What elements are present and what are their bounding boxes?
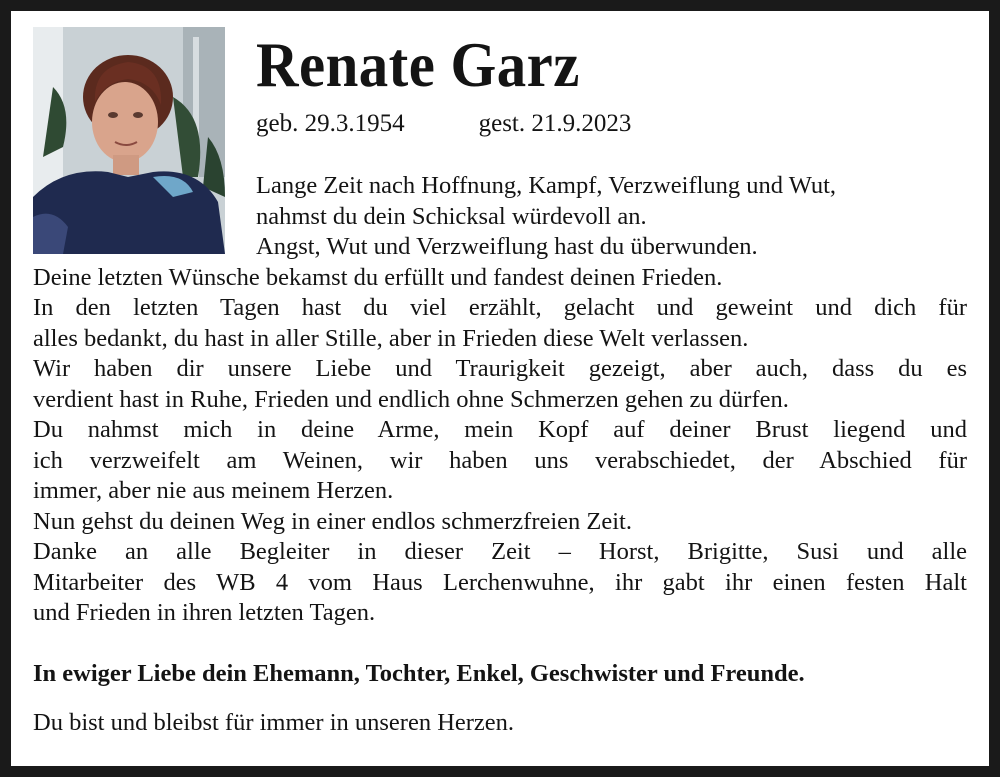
obituary-card	[11, 11, 989, 766]
obituary-text	[33, 171, 967, 629]
text-line: Wir haben dir unsere Liebe und Traurigkeit gezeigt, aber auch, dass du es	[33, 355, 967, 382]
birth-date: geb. 29.3.1954	[256, 110, 405, 137]
text-line: Nun gehst du deinen Weg in einer endlos schmerzfreien Zeit.	[33, 507, 632, 535]
death-date: gest. 21.9.2023	[478, 110, 632, 137]
text-line: immer, aber nie aus meinem Herzen.	[33, 477, 394, 504]
text-line: In den letzten Tagen hast du viel erzählt, gelacht und geweint und dich für	[33, 294, 967, 321]
life-dates	[256, 109, 631, 139]
text-line: Lange Zeit nach Hoffnung, Kampf, Verzweiflung und Wut,	[256, 172, 837, 199]
text-line: nahmst du dein Schicksal würdevoll an.	[256, 202, 647, 230]
text-line: Du nahmst mich in deine Arme, mein Kopf auf deiner Brust liegend und	[33, 416, 967, 443]
closing-line: Du bist und bleibst für immer in unseren Herzen.	[33, 709, 515, 736]
text-line: Deine letzten Wünsche bekamst du erfüllt und fandest deinen Frieden.	[33, 263, 723, 291]
text-line: Danke an alle Begleiter in dieser Zeit – Horst, Brigitte, Susi und alle	[33, 538, 967, 565]
text-line: ich verzweifelt am Weinen, wir haben uns verabschiedet, der Abschied für	[33, 446, 967, 474]
text-line: alles bedankt, du hast in aller Stille, aber in Frieden diese Welt verlassen.	[33, 324, 749, 352]
text-line: verdient hast in Ruhe, Frieden und endlich ohne Schmerzen gehen zu dürfen.	[33, 385, 789, 413]
deceased-name: Renate Garz	[256, 29, 580, 100]
text-line: und Frieden in ihren letzten Tagen.	[33, 599, 376, 626]
text-line: Mitarbeiter des WB 4 vom Haus Lerchenwuhne, ihr gabt ihr einen festen Halt	[33, 568, 967, 596]
family-signoff: In ewiger Liebe dein Ehemann, Tochter, Enkel, Geschwister und Freunde.	[33, 660, 805, 687]
text-line: Angst, Wut und Verzweiflung hast du überwunden.	[256, 233, 758, 260]
